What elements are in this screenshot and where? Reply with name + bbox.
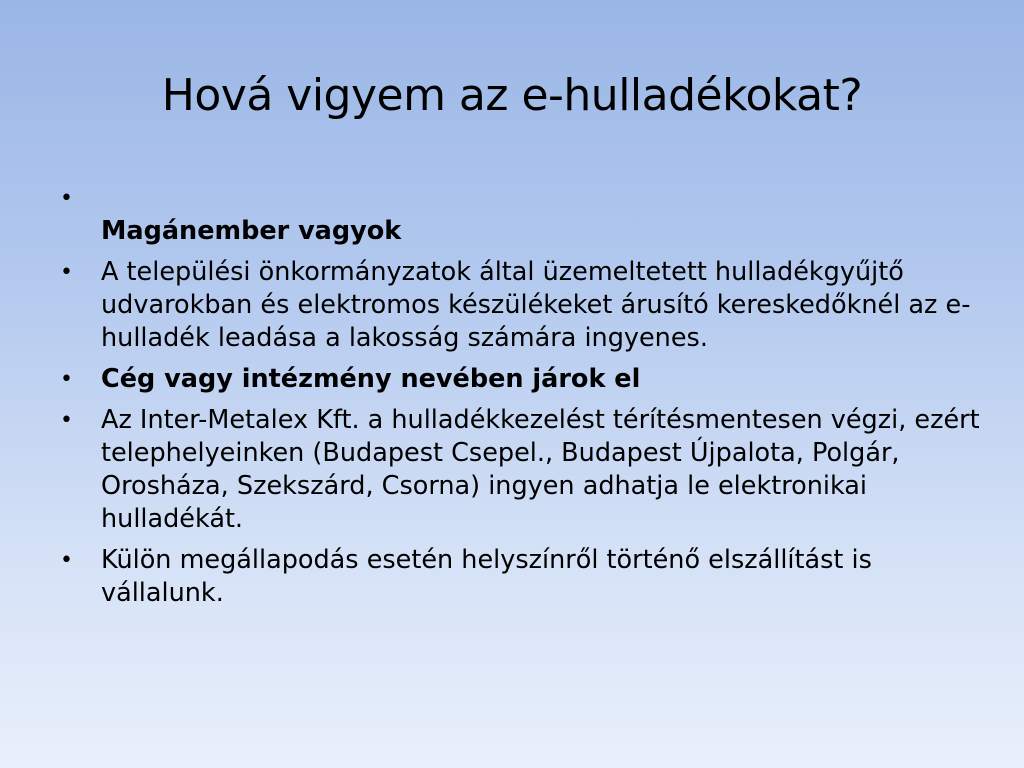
heading-company: Cég vagy intézmény nevében járok el [101,364,641,394]
list-item [60,363,980,396]
blank-line [101,182,980,215]
slide-title: Hová vigyem az e-hulladékokat? [161,70,863,121]
list-item [60,182,980,248]
bullet-icon: • [60,408,73,433]
item-text: Külön megállapodás esetén helyszínről történő elszállítást is vállalunk. [101,545,872,608]
bullet-icon: • [60,260,73,285]
bullet-icon: • [60,548,73,573]
list-item [60,404,980,536]
item-text: A települési önkormányzatok által üzemeltetett hulladékgyűjtő udvarokban és elektromos készülékeket árusító kereskedőknél az e-hulladék leadása a lakosság számára ingyenes. [101,257,971,353]
list-item [60,544,980,610]
bullet-icon: • [60,367,73,392]
heading-private-person: Magánember vagyok [101,216,402,246]
list-item [60,256,980,355]
bullet-icon: • [60,186,73,211]
item-text: Az Inter-Metalex Kft. a hulladékkezelést térítésmentesen végzi, ezért telephelyeinken (Budapest Csepel., Budapest Újpalota, Polgár, Orosháza, Szekszárd, Csorna) ingyen adhatja le elektronikai hulladékát. [101,405,980,534]
bullet-list [60,182,980,618]
